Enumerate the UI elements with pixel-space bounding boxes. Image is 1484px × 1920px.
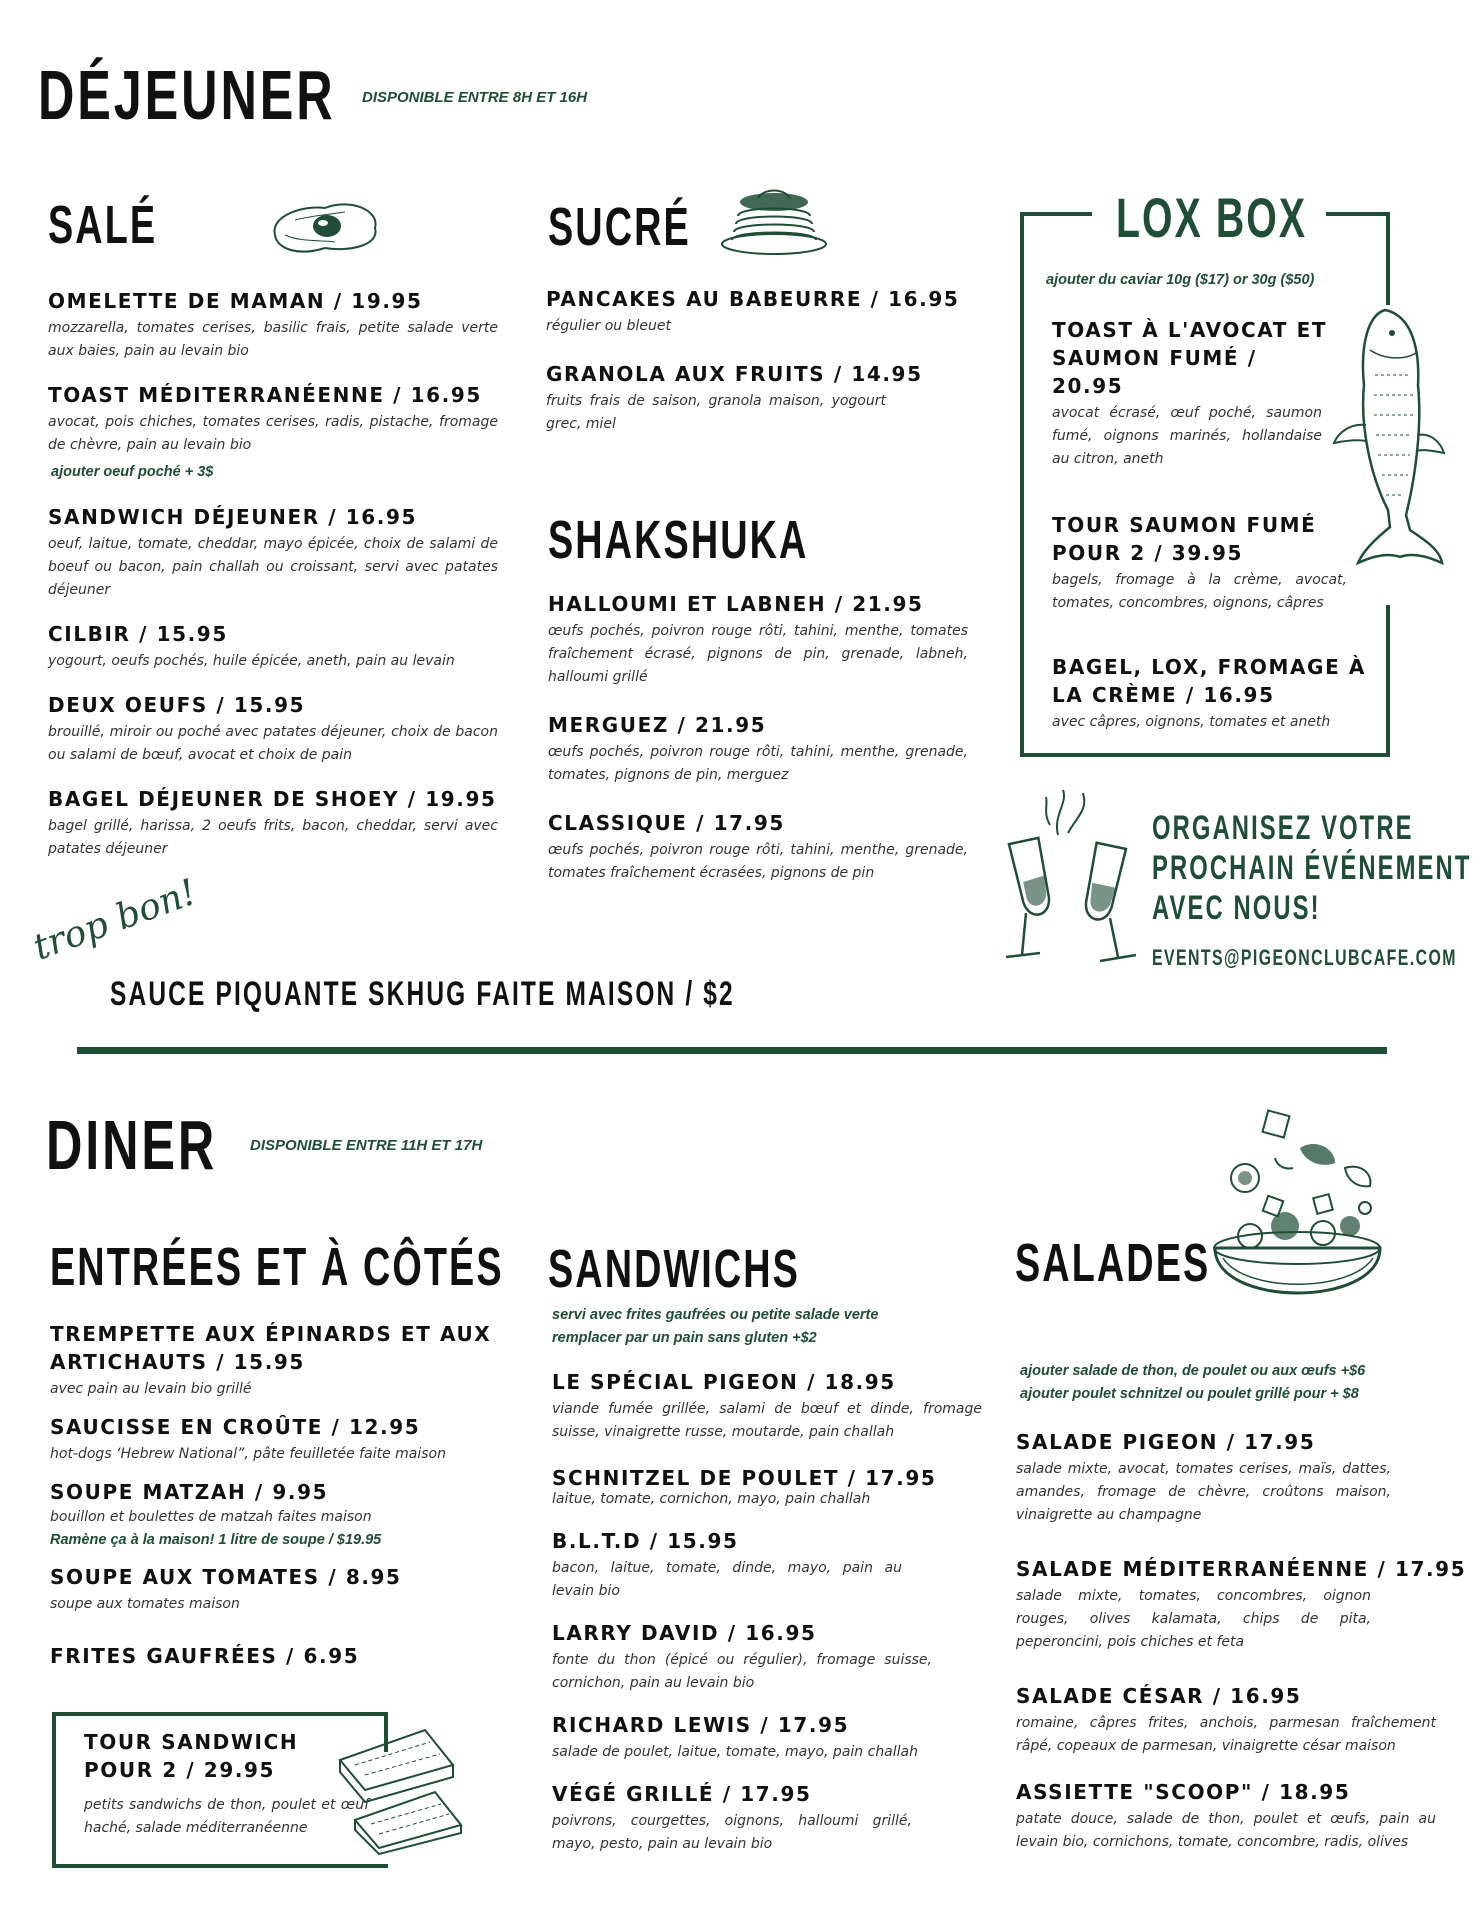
- item-name: TOUR SAUMON FUMÉ POUR 2 / 39.95: [1052, 513, 1317, 565]
- item-description: fonte du thon (épicé ou régulier), fromage suisse, cornichon, pain au levain bio: [552, 1652, 932, 1691]
- item-description: œufs pochés, poivron rouge rôti, tahini, menthe, grenade, tomates fraîchement écrasées, pignons de pin: [548, 842, 968, 881]
- item-name: RICHARD LEWIS / 17.95: [552, 1713, 850, 1737]
- sandwichs-note-1: servi avec frites gaufrées ou petite salade verte: [552, 1307, 879, 1323]
- menu-item: [548, 711, 968, 787]
- sauce-skhug: SAUCE PIQUANTE SKHUG FAITE MAISON / $2: [110, 975, 735, 1013]
- lox-box-frame-top-left: [1020, 212, 1092, 216]
- section-title-shakshuka: SHAKSHUKA: [548, 510, 809, 570]
- section-title-sandwichs: SANDWICHS: [548, 1239, 800, 1299]
- menu-item: [50, 1563, 510, 1616]
- item-name: SALADE MÉDITERRANÉENNE / 17.95: [1016, 1557, 1467, 1581]
- pancake-stack-icon: [718, 180, 830, 260]
- item-description: bagels, fromage à la crème, avocat, tomates, concombres, oignons, câpres: [1052, 572, 1347, 611]
- item-description: salade mixte, tomates, concombres, oignon rouges, olives kalamata, chips de pita, peperoncini, pois chiches et feta: [1016, 1588, 1371, 1650]
- item-name: GRANOLA AUX FRUITS / 14.95: [546, 362, 923, 386]
- fried-egg-icon: [265, 190, 385, 260]
- item-name: BAGEL DÉJEUNER DE SHOEY / 19.95: [48, 787, 497, 811]
- item-name: SALADE CÉSAR / 16.95: [1016, 1684, 1302, 1708]
- lunch-availability: DISPONIBLE ENTRE 11H ET 17H: [250, 1137, 483, 1154]
- menu-item: [48, 503, 498, 602]
- section-title-salades: SALADES: [1015, 1233, 1211, 1293]
- item-name: OMELETTE DE MAMAN / 19.95: [48, 289, 423, 313]
- item-name: ASSIETTE "SCOOP" / 18.95: [1016, 1780, 1351, 1804]
- item-note: ajouter oeuf poché + 3$: [51, 464, 214, 480]
- sandwich-icon: [335, 1720, 465, 1855]
- sale-list: [48, 287, 498, 879]
- item-name: CILBIR / 15.95: [48, 622, 228, 646]
- menu-item: [548, 590, 968, 689]
- item-description: œufs pochés, poivron rouge rôti, tahini, menthe, tomates fraîchement écrasé, pignons de pin, grenade, labneh, halloumi grillé: [548, 623, 968, 685]
- item-name: TOAST À L'AVOCAT ET SAUMON FUMÉ / 20.95: [1052, 318, 1328, 398]
- fish-icon: [1330, 305, 1450, 575]
- menu-item: [1052, 511, 1347, 615]
- item-description: bagel grillé, harissa, 2 oeufs frits, bacon, cheddar, servi avec patates déjeuner: [48, 818, 498, 857]
- menu-item: [48, 620, 498, 673]
- menu-item: [1052, 653, 1366, 734]
- item-description: avec pain au levain bio grillé: [50, 1381, 252, 1397]
- item-description: oeuf, laitue, tomate, cheddar, mayo épicée, choix de salami de boeuf ou bacon, pain challah ou croissant, servi avec patates déjeuner: [48, 536, 498, 598]
- tour-sandwich: [84, 1728, 374, 1840]
- breakfast-availability: DISPONIBLE ENTRE 8H ET 16H: [362, 89, 588, 106]
- item-name: SOUPE MATZAH / 9.95: [50, 1480, 329, 1504]
- item-name: SAUCISSE EN CROÛTE / 12.95: [50, 1415, 421, 1439]
- item-description: poivrons, courgettes, oignons, halloumi grillé, mayo, pesto, pain au levain bio: [552, 1813, 912, 1852]
- item-name: TOUR SANDWICH POUR 2 / 29.95: [84, 1730, 299, 1782]
- events-line-3: AVEC NOUS!: [1152, 889, 1321, 927]
- item-name: LARRY DAVID / 16.95: [552, 1621, 817, 1645]
- item-name: SOUPE AUX TOMATES / 8.95: [50, 1565, 402, 1589]
- menu-item: [546, 285, 966, 338]
- item-name: LE SPÉCIAL PIGEON / 18.95: [552, 1370, 896, 1394]
- sandwichs-note-2: remplacer par un pain sans gluten +$2: [552, 1330, 817, 1346]
- loxbox-note: ajouter du caviar 10g ($17) or 30g ($50): [1046, 272, 1315, 288]
- breakfast-title: DÉJEUNER: [38, 56, 336, 134]
- events-line-1: ORGANISEZ VOTRE: [1152, 809, 1414, 847]
- item-description: salade mixte, avocat, tomates cerises, maïs, dattes, amandes, fromage de chèvre, croûtons maison, vinaigrette au champagne: [1016, 1461, 1391, 1523]
- item-name: HALLOUMI ET LABNEH / 21.95: [548, 592, 924, 616]
- menu-item: [552, 1464, 982, 1511]
- entrees-list: [50, 1320, 510, 1688]
- menu-item: [50, 1413, 510, 1466]
- item-description: bacon, laitue, tomate, dinde, mayo, pain au levain bio: [552, 1560, 902, 1599]
- item-description: romaine, câpres frites, anchois, parmesan fraîchement râpé, copeaux de parmesan, vinaigrette césar maison: [1016, 1715, 1436, 1754]
- menu-item: [48, 381, 498, 483]
- sucre-list: [546, 285, 966, 454]
- salades-note-1: ajouter salade de thon, de poulet ou aux œufs +$6: [1020, 1363, 1366, 1379]
- item-name: SANDWICH DÉJEUNER / 16.95: [48, 505, 418, 529]
- item-description: petits sandwichs de thon, poulet et œuf haché, salade méditerranéenne: [84, 1797, 369, 1836]
- item-description: laitue, tomate, cornichon, mayo, pain challah: [552, 1491, 871, 1507]
- menu-item: [48, 785, 498, 861]
- item-description: patate douce, salade de thon, poulet et œufs, pain au levain bio, cornichons, tomate, concombre, radis, olives: [1016, 1811, 1436, 1850]
- item-name: TOAST MÉDITERRANÉENNE / 16.95: [48, 383, 482, 407]
- section-title-loxbox: LOX BOX: [1116, 186, 1308, 249]
- item-description: viande fumée grillée, salami de bœuf et dinde, fromage suisse, vinaigrette russe, moutarde, pain challah: [552, 1401, 982, 1440]
- item-note: Ramène ça à la maison! 1 litre de soupe / $19.95: [50, 1532, 382, 1548]
- item-name: VÉGÉ GRILLÉ / 17.95: [552, 1782, 812, 1806]
- menu-item: [552, 1619, 982, 1695]
- item-description: avec câpres, oignons, tomates et aneth: [1052, 714, 1331, 730]
- item-name: SCHNITZEL DE POULET / 17.95: [552, 1466, 937, 1490]
- champagne-glasses-icon: [988, 785, 1153, 970]
- events-email-link[interactable]: EVENTS@PIGEONCLUBCAFE.COM: [1152, 945, 1457, 970]
- item-description: fruits frais de saison, granola maison, yogourt grec, miel: [546, 393, 886, 432]
- item-name: BAGEL, LOX, FROMAGE À LA CRÈME / 16.95: [1052, 655, 1366, 707]
- item-description: œufs pochés, poivron rouge rôti, tahini, menthe, grenade, tomates, pignons de pin, merguez: [548, 744, 968, 783]
- events-block: [1152, 808, 1472, 970]
- item-description: salade de poulet, laitue, tomate, mayo, pain challah: [552, 1744, 918, 1760]
- item-name: SALADE PIGEON / 17.95: [1016, 1430, 1316, 1454]
- menu-item: [1016, 1682, 1456, 1758]
- lunch-title: DINER: [46, 1106, 218, 1184]
- item-name: PANCAKES AU BABEURRE / 16.95: [546, 287, 960, 311]
- item-description: avocat écrasé, œuf poché, saumon fumé, oignons marinés, hollandaise au citron, aneth: [1052, 405, 1322, 467]
- item-description: yogourt, oeufs pochés, huile épicée, aneth, pain au levain: [48, 653, 455, 669]
- menu-item: [548, 809, 968, 885]
- item-description: bouillon et boulettes de matzah faites maison: [50, 1509, 372, 1525]
- shakshuka-list: [548, 590, 968, 903]
- menu-item: [50, 1320, 510, 1401]
- menu-item: [1016, 1428, 1456, 1527]
- menu-item: [552, 1711, 982, 1764]
- loxbox-list: [1052, 316, 1366, 752]
- menu-item: [50, 1642, 510, 1670]
- item-description: brouillé, miroir ou poché avec patates déjeuner, choix de bacon ou salami de bœuf, avocat et choix de pain: [48, 724, 498, 763]
- menu-item: [546, 360, 966, 436]
- menu-item: [552, 1780, 982, 1856]
- menu-item: [1052, 316, 1332, 471]
- section-divider: [77, 1047, 1387, 1054]
- item-name: FRITES GAUFRÉES / 6.95: [50, 1644, 360, 1668]
- item-description: régulier ou bleuet: [546, 318, 671, 334]
- section-title-entrees: ENTRÉES ET À CÔTÉS: [50, 1237, 504, 1297]
- item-name: B.L.T.D / 15.95: [552, 1529, 739, 1553]
- salades-note-2: ajouter poulet schnitzel ou poulet grillé pour + $8: [1020, 1386, 1359, 1402]
- sandwichs-list: [552, 1368, 982, 1874]
- section-title-sucre: SUCRÉ: [548, 197, 691, 257]
- item-name: TREMPETTE AUX ÉPINARDS ET AUX ARTICHAUTS / 15.95: [50, 1322, 492, 1374]
- item-name: CLASSIQUE / 17.95: [548, 811, 785, 835]
- item-description: mozzarella, tomates cerises, basilic frais, petite salade verte aux baies, pain au levain bio: [48, 320, 498, 359]
- menu-item: [48, 691, 498, 767]
- menu-item: [1016, 1555, 1467, 1654]
- menu-item: [1016, 1778, 1456, 1854]
- menu-item: [48, 287, 498, 363]
- trop-bon-script: trop bon!: [28, 871, 202, 969]
- menu-item: [552, 1527, 982, 1603]
- salad-bowl-icon: [1205, 1108, 1390, 1338]
- menu-item: [552, 1368, 982, 1444]
- salades-list: [1016, 1428, 1467, 1872]
- menu-item: [50, 1478, 510, 1551]
- item-name: MERGUEZ / 21.95: [548, 713, 767, 737]
- item-description: hot-dogs ‘Hebrew National”, pâte feuilletée faite maison: [50, 1446, 446, 1462]
- events-line-2: PROCHAIN ÉVÉNEMENT: [1152, 849, 1472, 887]
- section-title-sale: SALÉ: [48, 195, 158, 255]
- lox-box-frame-top-right: [1326, 212, 1390, 216]
- item-name: DEUX OEUFS / 15.95: [48, 693, 306, 717]
- item-description: avocat, pois chiches, tomates cerises, radis, pistache, fromage de chèvre, pain au levain bio: [48, 414, 498, 453]
- item-description: soupe aux tomates maison: [50, 1596, 240, 1612]
